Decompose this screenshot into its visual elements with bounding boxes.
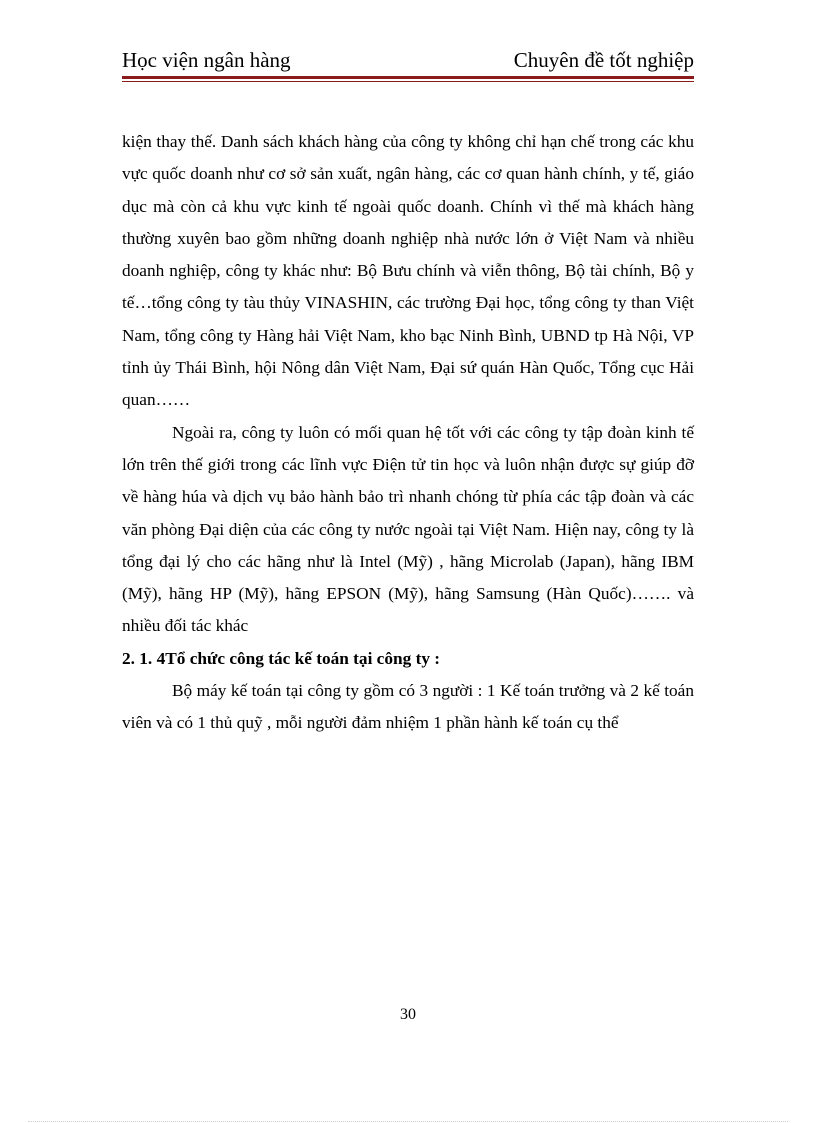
- paragraph-partners: Ngoài ra, công ty luôn có mối quan hệ tốt với các công ty tập đoàn kinh tế lớn trên thế giới trong các lĩnh vực Điện tử tin học và luôn nhận được sự giúp đỡ về hàng húa và dịch vụ bảo hành bảo trì nhanh chóng từ phía các tập đoàn và các văn phòng Đại diện của các công ty nước ngoài tại Việt Nam. Hiện nay, công ty là tổng đại lý cho các hãng như là Intel (Mỹ) , hãng Microlab (Japan), hãng IBM (Mỹ), hãng HP (Mỹ), hãng EPSON (Mỹ), hãng Samsung (Hàn Quốc)……. và nhiều đối tác khác: [122, 422, 694, 636]
- page-body: [122, 126, 694, 740]
- paragraph-accounting: Bộ máy kế toán tại công ty gồm có 3 người : 1 Kế toán trưởng và 2 kế toán viên và có 1 thủ quỹ , mỗi người đảm nhiệm 1 phần hành kế toán cụ thể: [122, 681, 694, 733]
- header-document-type: Chuyên đề tốt nghiệp: [513, 48, 694, 72]
- header-rule-thin: [122, 81, 694, 82]
- page-header: [122, 46, 694, 76]
- paragraph-customers: kiện thay thế. Danh sách khách hàng của công ty không chỉ hạn chế trong các khu vực quốc doanh như cơ sở sản xuất, ngân hàng, các cơ quan hành chính, y tế, giáo dục mà còn cả khu vực kinh tế ngoài quốc doanh. Chính vì thế mà khách hàng thường xuyên bao gồm những doanh nghiệp nhà nước lớn ở Việt Nam và nhiều doanh nghiệp, công ty khác như: Bộ Bưu chính và viễn thông, Bộ tài chính, Bộ y tế…tổng công ty tàu thủy VINASHIN, các trường Đại học, tổng công ty than Việt Nam, tổng công ty Hàng hải Việt Nam, kho bạc Ninh Bình, UBND tp Hà Nội, VP tỉnh ủy Thái Bình, hội Nông dân Việt Nam, Đại sứ quán Hàn Quốc, Tổng cục Hải quan……: [122, 132, 694, 410]
- header-rule-thick: [122, 76, 694, 79]
- page-number: 30: [400, 1006, 416, 1023]
- header-institution: Học viện ngân hàng: [122, 48, 291, 72]
- section-heading: 2. 1. 4Tổ chức công tác kế toán tại công ty :: [122, 648, 441, 668]
- page-bottom-border: [28, 1121, 788, 1122]
